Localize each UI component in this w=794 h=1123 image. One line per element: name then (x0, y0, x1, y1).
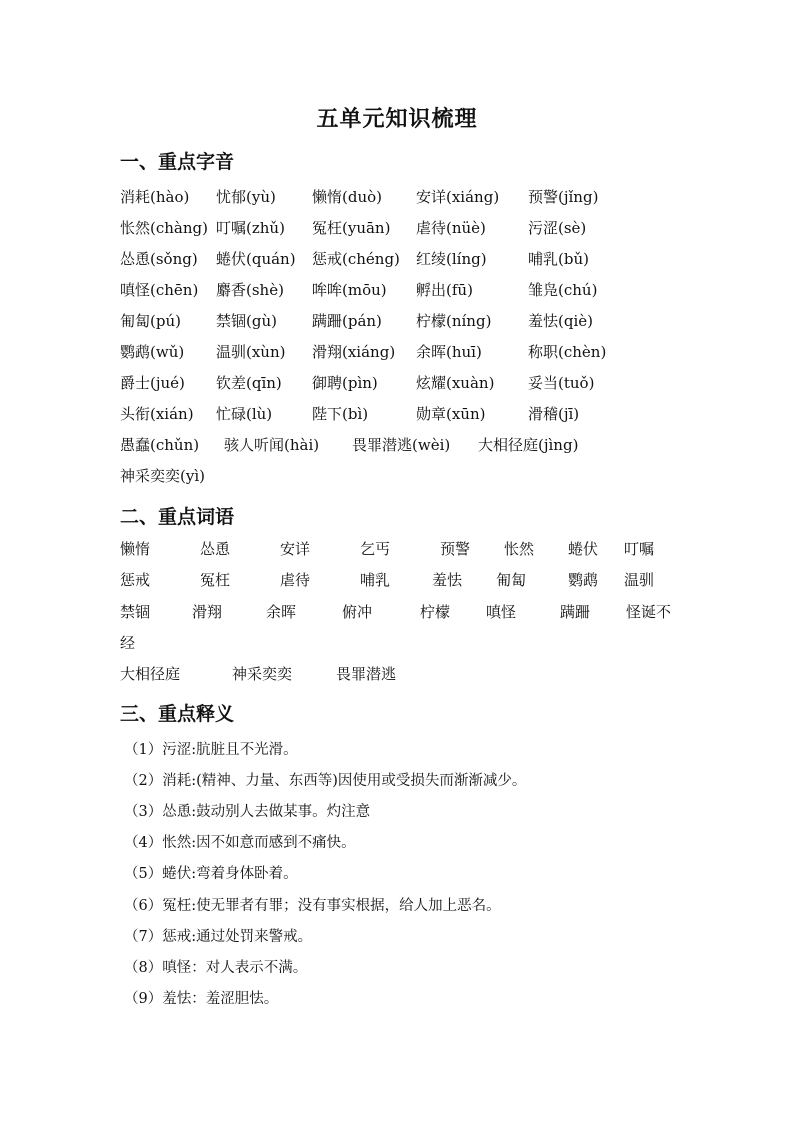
pronunciation-item: 羞怯(qiè) (528, 312, 593, 330)
pronunciation-item: 御聘(pìn) (312, 374, 378, 392)
pronunciation-item: 孵出(fū) (416, 281, 473, 299)
pronunciation-item: 叮嘱(zhǔ) (216, 219, 285, 237)
vocab-item: 冤枉 (200, 571, 231, 589)
definition-item: （4）怅然:因不如意而感到不痛快。 (124, 835, 356, 851)
pronunciation-item: 神采奕奕(yì) (120, 467, 205, 485)
vocab-item: 大相径庭 (120, 665, 181, 683)
pronunciation-item: 骇人听闻(hài) (224, 436, 320, 454)
vocab-item: 余晖 (266, 603, 297, 621)
pronunciation-item: 预警(jǐng) (528, 188, 599, 206)
section-heading-definitions: 三、重点释义 (120, 703, 235, 725)
pronunciation-item: 妥当(tuǒ) (528, 374, 595, 392)
definition-item: （6）冤枉:使无罪者有罪；没有事实根据，给人加上恶名。 (124, 898, 501, 914)
vocab-item: 柠檬 (420, 603, 451, 621)
vocab-item: 虐待 (280, 571, 311, 589)
vocab-item: 怪诞不 (626, 603, 672, 621)
vocab-item: 经 (120, 634, 136, 652)
pronunciation-item: 麝香(shè) (216, 281, 284, 299)
pronunciation-item: 钦差(qīn) (216, 374, 282, 392)
vocab-item: 鹦鹉 (568, 571, 599, 589)
pronunciation-item: 红绫(líng) (416, 250, 487, 268)
vocab-item: 预警 (440, 540, 471, 558)
vocab-item: 懒惰 (120, 540, 151, 558)
pronunciation-item: 爵士(jué) (120, 374, 185, 392)
vocab-item: 俯冲 (342, 603, 373, 621)
vocab-item: 禁锢 (120, 603, 151, 621)
definition-item: （9）羞怯：羞涩胆怯。 (124, 991, 279, 1007)
pronunciation-item: 大相径庭(jìng) (478, 436, 579, 454)
definition-item: （7）惩戒:通过处罚来警戒。 (124, 929, 313, 945)
definition-item: （8）嗔怪：对人表示不满。 (124, 960, 308, 976)
pronunciation-item: 勋章(xūn) (416, 405, 486, 423)
pronunciation-item: 怂恿(sǒng) (120, 250, 198, 268)
pronunciation-item: 炫耀(xuàn) (416, 374, 495, 392)
pronunciation-item: 柠檬(níng) (416, 312, 492, 330)
section-heading-pronunciation: 一、重点字音 (120, 151, 235, 173)
pronunciation-item: 冤枉(yuān) (312, 219, 391, 237)
pronunciation-item: 忙碌(lù) (216, 405, 273, 423)
pronunciation-item: 愚蠢(chǔn) (120, 436, 200, 454)
page-title: 五单元知识梳理 (316, 106, 478, 132)
vocab-item: 哺乳 (360, 571, 391, 589)
pronunciation-item: 禁锢(gù) (216, 312, 277, 330)
pronunciation-item: 蹒跚(pán) (312, 312, 382, 330)
pronunciation-item: 滑翔(xiáng) (312, 343, 396, 361)
pronunciation-item: 惩戒(chéng) (312, 250, 400, 268)
vocab-item: 嗔怪 (486, 603, 517, 621)
vocab-item: 羞怯 (432, 571, 463, 589)
pronunciation-item: 温驯(xùn) (216, 343, 286, 361)
pronunciation-item: 哞哞(mōu) (312, 281, 387, 299)
pronunciation-item: 懒惰(duò) (312, 188, 382, 206)
vocab-item: 神采奕奕 (232, 665, 293, 683)
pronunciation-item: 虐待(nüè) (416, 219, 486, 237)
vocab-item: 匍匐 (496, 571, 527, 589)
pronunciation-item: 滑稽(jī) (528, 405, 580, 423)
pronunciation-item: 余晖(huī) (416, 343, 482, 361)
vocab-item: 乞丐 (360, 540, 391, 558)
pronunciation-item: 忧郁(yù) (216, 188, 276, 206)
pronunciation-item: 雏凫(chú) (528, 281, 598, 299)
vocab-item: 惩戒 (120, 571, 151, 589)
vocab-item: 滑翔 (192, 603, 223, 621)
vocab-item: 蹒跚 (560, 603, 591, 621)
pronunciation-item: 鹦鹉(wǔ) (120, 343, 185, 361)
pronunciation-item: 头衔(xián) (120, 405, 194, 423)
pronunciation-item: 哺乳(bǔ) (528, 250, 589, 268)
vocab-item: 安详 (280, 540, 311, 558)
vocab-item: 畏罪潜逃 (336, 665, 397, 683)
vocab-item: 叮嘱 (624, 540, 655, 558)
vocab-item: 怂恿 (200, 540, 231, 558)
definition-item: （1）污涩:肮脏且不光滑。 (124, 742, 298, 758)
pronunciation-item: 污涩(sè) (528, 219, 587, 237)
definition-item: （3）怂恿:鼓动别人去做某事。灼注意 (124, 804, 371, 820)
pronunciation-item: 蜷伏(quán) (216, 250, 296, 268)
pronunciation-item: 怅然(chàng) (120, 219, 208, 237)
pronunciation-item: 畏罪潜逃(wèi) (352, 436, 451, 454)
definition-item: （5）蜷伏:弯着身体卧着。 (124, 866, 298, 882)
pronunciation-item: 消耗(hào) (120, 188, 190, 206)
section-heading-vocabulary: 二、重点词语 (120, 506, 235, 528)
pronunciation-item: 匍匐(pú) (120, 312, 181, 330)
definition-item: （2）消耗:(精神、力量、东西等)因使用或受损失而渐渐减少。 (124, 773, 527, 789)
vocab-item: 蜷伏 (568, 540, 599, 558)
pronunciation-item: 陛下(bì) (312, 405, 369, 423)
pronunciation-item: 安详(xiáng) (416, 188, 500, 206)
pronunciation-item: 称职(chèn) (528, 343, 607, 361)
vocab-item: 怅然 (504, 540, 535, 558)
vocab-item: 温驯 (624, 571, 655, 589)
pronunciation-item: 嗔怪(chēn) (120, 281, 199, 299)
